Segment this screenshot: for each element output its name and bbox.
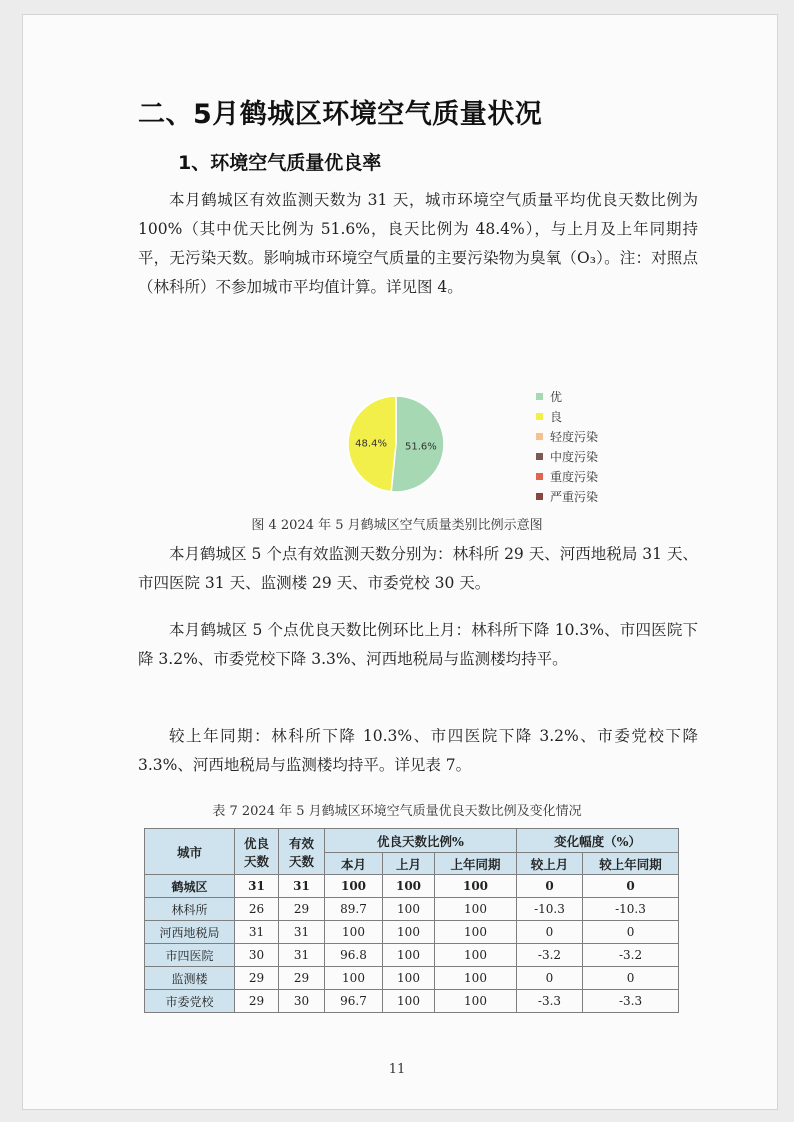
- header-valid-days: 有效 天数: [279, 829, 325, 875]
- table-cell: -3.2: [517, 944, 583, 967]
- table-cell: 96.7: [325, 990, 383, 1013]
- table-cell: 100: [435, 875, 517, 898]
- legend-swatch: [536, 433, 543, 440]
- header-good-days: 优良 天数: [235, 829, 279, 875]
- paragraph-valid-days: 本月鹤城区 5 个点有效监测天数分别为：林科所 29 天、河西地税局 31 天、市四医院 31 天、监测楼 29 天、市委党校 30 天。: [138, 545, 698, 592]
- figure-caption: 图 4 2024 年 5 月鹤城区空气质量类别比例示意图: [251, 518, 543, 533]
- table-cell: 0: [583, 921, 679, 944]
- legend-swatch: [536, 413, 543, 420]
- page-number: 11: [388, 1062, 406, 1077]
- table-row: [145, 944, 679, 967]
- legend-item: [536, 446, 598, 466]
- legend-swatch: [536, 493, 543, 500]
- table-cell: 29: [279, 898, 325, 921]
- table-cell: 0: [517, 967, 583, 990]
- legend-item: [536, 406, 598, 426]
- table-cell: 31: [235, 875, 279, 898]
- table-cell: 31: [235, 921, 279, 944]
- table-cell: 29: [279, 967, 325, 990]
- paragraph-summary: 本月鹤城区有效监测天数为 31 天，城市环境空气质量平均优良天数比例为 100%（其中优天比例为 51.6%，良天比例为 48.4%），与上月及上年同期持平，无污染天数。影响城市环境空气质量的主要污染物为臭氧（O₃）。注：对照点（林科所）不参加城市平均值计算。详见图 4。: [138, 191, 698, 296]
- table-caption: 表 7 2024 年 5 月鹤城区环境空气质量优良天数比例及变化情况: [212, 804, 582, 819]
- table-row-label: 河西地税局: [145, 921, 235, 944]
- table-cell: 0: [583, 875, 679, 898]
- legend-label: 轻度污染: [550, 429, 599, 444]
- header-vs-last-year: 较上年同期: [583, 853, 679, 875]
- table-cell: -3.2: [583, 944, 679, 967]
- legend-label: 良: [550, 409, 563, 424]
- table-cell: 30: [235, 944, 279, 967]
- table-cell: -3.3: [583, 990, 679, 1013]
- table-cell: 31: [279, 875, 325, 898]
- table-cell: 100: [383, 921, 435, 944]
- header-vs-last-month: 较上月: [517, 853, 583, 875]
- header-last-month: 上月: [383, 853, 435, 875]
- table-cell: 100: [325, 967, 383, 990]
- table-cell: 29: [235, 990, 279, 1013]
- table-cell: 100: [325, 875, 383, 898]
- header-change-group: 变化幅度（%）: [517, 829, 679, 853]
- pie-legend: [536, 386, 598, 506]
- table-row: [145, 875, 679, 898]
- legend-label: 优: [550, 389, 563, 404]
- table-row: [145, 898, 679, 921]
- header-this-month: 本月: [325, 853, 383, 875]
- table-cell: 100: [383, 990, 435, 1013]
- table-cell: 31: [279, 944, 325, 967]
- pie-data-label: 51.6%: [405, 441, 437, 453]
- table-cell: 100: [383, 944, 435, 967]
- header-last-year: 上年同期: [435, 853, 517, 875]
- legend-item: [536, 486, 598, 506]
- legend-label: 重度污染: [550, 469, 599, 484]
- table-row-label: 市委党校: [145, 990, 235, 1013]
- table-cell: 0: [517, 875, 583, 898]
- table-cell: 100: [435, 967, 517, 990]
- table-cell: 31: [279, 921, 325, 944]
- legend-item: [536, 466, 598, 486]
- header-ratio-group: 优良天数比例%: [325, 829, 517, 853]
- header-city: 城市: [145, 829, 235, 875]
- table-row-label: 监测楼: [145, 967, 235, 990]
- table-cell: 100: [435, 990, 517, 1013]
- table-row: [145, 967, 679, 990]
- legend-label: 中度污染: [550, 449, 599, 464]
- table-cell: 100: [325, 921, 383, 944]
- legend-label: 严重污染: [550, 489, 599, 504]
- table-row: [145, 990, 679, 1013]
- table-cell: -3.3: [517, 990, 583, 1013]
- table-cell: -10.3: [517, 898, 583, 921]
- table-cell: 0: [517, 921, 583, 944]
- legend-item: [536, 426, 598, 446]
- table-row-label: 林科所: [145, 898, 235, 921]
- table-cell: 96.8: [325, 944, 383, 967]
- air-quality-table: [144, 828, 679, 1013]
- legend-swatch: [536, 473, 543, 480]
- table-cell: 0: [583, 967, 679, 990]
- table-cell: 26: [235, 898, 279, 921]
- table-cell: 89.7: [325, 898, 383, 921]
- table-cell: 29: [235, 967, 279, 990]
- air-quality-pie-chart: [342, 394, 450, 494]
- table-row: [145, 921, 679, 944]
- table-row-label: 鹤城区: [145, 875, 235, 898]
- table-cell: 100: [435, 898, 517, 921]
- section-heading: 二、5月鹤城区环境空气质量状况: [138, 99, 543, 130]
- table-cell: -10.3: [583, 898, 679, 921]
- table-cell: 100: [435, 944, 517, 967]
- paragraph-year-change: 较上年同期：林科所下降 10.3%、市四医院下降 3.2%、市委党校下降 3.3%、河西地税局与监测楼均持平。详见表 7。: [138, 727, 698, 774]
- legend-swatch: [536, 453, 543, 460]
- table-cell: 100: [383, 967, 435, 990]
- paragraph-month-change: 本月鹤城区 5 个点优良天数比例环比上月：林科所下降 10.3%、市四医院下降 3.2%、市委党校下降 3.3%、河西地税局与监测楼均持平。: [138, 621, 698, 668]
- legend-swatch: [536, 393, 543, 400]
- table-row-label: 市四医院: [145, 944, 235, 967]
- table-cell: 30: [279, 990, 325, 1013]
- legend-item: [536, 386, 598, 406]
- table-cell: 100: [435, 921, 517, 944]
- table-cell: 100: [383, 875, 435, 898]
- table-cell: 100: [383, 898, 435, 921]
- pie-data-label: 48.4%: [355, 438, 387, 450]
- subsection-heading: 1、环境空气质量优良率: [178, 152, 382, 174]
